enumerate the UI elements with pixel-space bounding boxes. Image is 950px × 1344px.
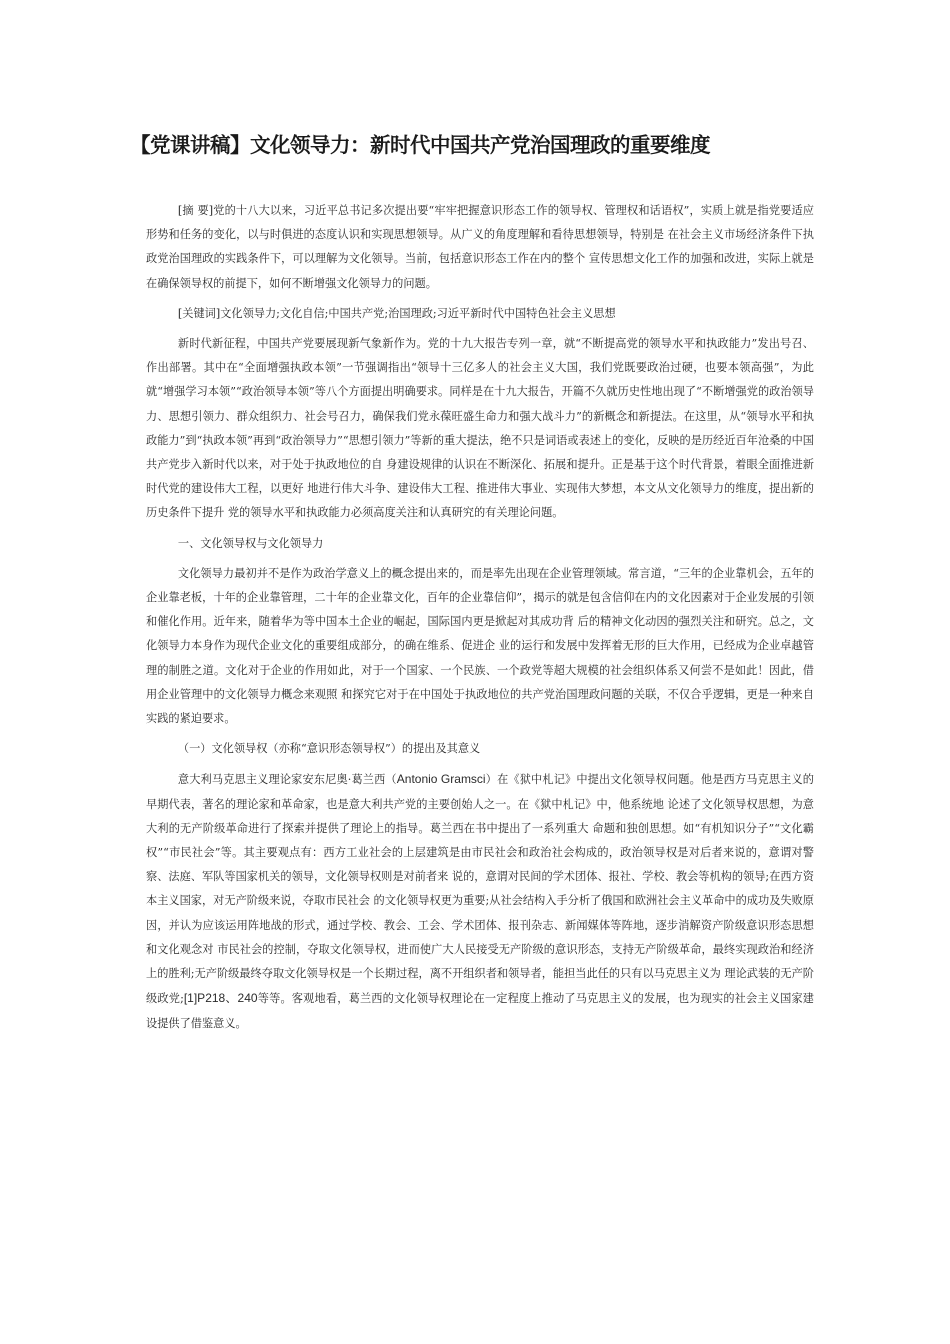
subsection-paragraph (146, 767, 814, 1035)
document-body (146, 199, 814, 1036)
document-title: 【党课讲稿】文化领导力：新时代中国共产党治国理政的重要维度 (130, 133, 710, 157)
abstract-paragraph: [摘 要]党的十八大以来，习近平总书记多次提出要“牢牢把握意识形态工作的领导权、管理权和话语权”，实质上就是指党要适应形势和任务的变化，以与时俱进的态度认识和实现思想领导。从广义的角度理解和看待思想领导，特别是 在社会主义市场经济条件下执政党治国理政的实践条件下，可以理解为文化领导。当前，包括意识形态工作在内的整个 宣传思想文化工作的加强和改进，实际上就是在确保领导权的前提下，如何不断增强文化领导力的问题。 (146, 204, 814, 290)
intro-paragraph: 新时代新征程，中国共产党要展现新气象新作为。党的十九大报告专列一章，就“不断提高党的领导水平和执政能力”发出号召、作出部署。其中在“全面增强执政本领”一节强调指出“领导十三亿多人的社会主义大国，我们党既要政治过硬，也要本领高强”，为此就“增强学习本领”“政治领导本领”等八个方面提出明确要求。同样是在十九大报告，开篇不久就历史性地出现了“不断增强党的政治领导力、思想引领力、群众组织力、社会号召力，确保我们党永葆旺盛生命力和强大战斗力”的新概念和新提法。在这里，从“领导水平和执政能力”到“执政本领”再到“政治领导力”“思想引领力”等新的重大提法，绝不只是词语或表述上的变化，反映的是历经近百年沧桑的中国共产党步入新时代以来，对于处于执政地位的自 身建设规律的认识在不断深化、拓展和提升。正是基于这个时代背景，着眼全面推进新时代党的建设伟大工程，以更好 地进行伟大斗争、建设伟大工程、推进伟大事业、实现伟大梦想，本文从文化领导力的维度，提出新的历史条件下提升 党的领导水平和执政能力必须高度关注和认真研究的有关理论问题。 (146, 337, 814, 520)
subsection-text-part1: 意大利马克思主义理论家安东尼奥·葛兰西（ (177, 773, 397, 787)
section-heading: 一、文化领导权与文化领导力 (177, 536, 324, 550)
subsection-text-part2: ）在《狱中札记》中提出文化领导权问题。他是西方马克思主义的早期代表，著名的理论家和革命家，也是意大利共产党的主要创始人之一。在《狱中札记》中，他系统地 论述了文化领导权思想，为意大利的无产阶级革命进行了探索并提供了理论上的指导。葛兰西在书中提出了一系列重大 命题和独创思想。如“有机知识分子”“文化霸权”“市民社会”等。其主要观点有：西方工业社会的上层建筑是由市民社会和政治社会构成的，政治领导权是对后者来说的，意谓对警察、法庭、军队等国家机关的领导，文化领导权则是对前者来 说的，意谓对民间的学术团体、报社、学校、教会等机构的领导;在西方资本主义国家，对无产阶级来说，夺取市民社会 的文化领导权更为重要;从社会结构入手分析了俄国和欧洲社会主义革命中的成功及失败原因，并认为应该运用阵地战的形式，通过学校、教会、工会、学术团体、报刊杂志、新闻媒体等阵地，逐步消解资产阶级意识形态思想和文化观念对 市民社会的控制，夺取文化领导权，进而使广大人民接受无产阶级的意识形态，支持无产阶级革命，最终实现政治和经济上的胜利;无产阶级最终夺取文化领导权是一个长期过程，离不开组织者和领导者，能担当此任的只有以马克思主义为 理论武装的无产阶级政党; (146, 773, 814, 1006)
subsection-text-part3: 等等。客观地看，葛兰西的文化领导权理论在一定程度上推动了马克思主义的发展，也为现实的社会主义国家建设提供了借鉴意义。 (146, 992, 814, 1030)
keywords-paragraph: [关键词]文化领导力;文化自信;中国共产党;治国理政;习近平新时代中国特色社会主义思想 (177, 306, 616, 320)
latin-name: Antonio Gramsci (396, 772, 486, 787)
section-paragraph: 文化领导力最初并不是作为政治学意义上的概念提出来的，而是率先出现在企业管理领域。常言道，“三年的企业靠机会，五年的企业靠老板，十年的企业靠管理，二十年的企业靠文化，百年的企业靠信仰”，揭示的就是包含信仰在内的文化因素对于企业发展的引领和催化作用。近年来，随着华为等中国本土企业的崛起，国际国内更是掀起对其成功背 后的精神文化动因的强烈关注和研究。总之，文化领导力本身作为现代企业文化的重要组成部分，的确在维系、促进企 业的运行和发展中发挥着无形的巨大作用，已经成为企业卓越管理的制胜之道。文化对于企业的作用如此，对于一个国家、一个民族、一个政党等超大规模的社会组织体系又何尝不是如此！因此，借用企业管理中的文化领导力概念来观照 和探究它对于在中国处于执政地位的共产党治国理政问题的关联，不仅合乎逻辑，更是一种来自实践的紧迫要求。 (146, 566, 814, 726)
subsection-heading: （一）文化领导权（亦称“意识形态领导权”）的提出及其意义 (177, 742, 481, 756)
citation: [1]P218、240 (183, 991, 258, 1006)
